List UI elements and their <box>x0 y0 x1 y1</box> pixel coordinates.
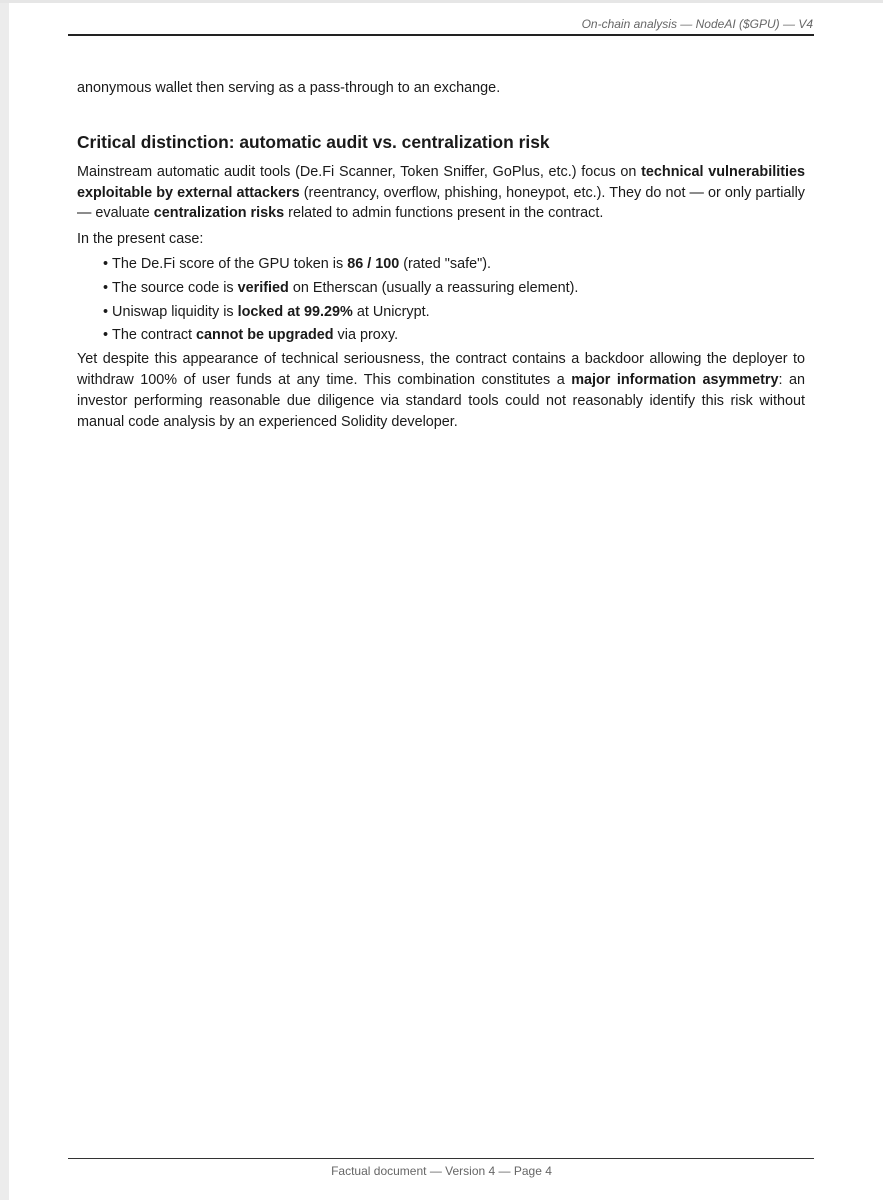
list-item: • The De.Fi score of the GPU token is 86 / 100 (rated "safe"). <box>103 255 492 272</box>
bullet-icon: • <box>103 327 109 344</box>
list-item: • The source code is verified on Etherscan (usually a reassuring element). <box>103 279 579 296</box>
section-heading: Critical distinction: automatic audit vs. centralization risk <box>77 131 550 152</box>
paragraph-audit-tools: Mainstream automatic audit tools (De.Fi Scanner, Token Sniffer, GoPlus, etc.) focus on technical vulnerabilities exploitable by external attackers (reentrancy, overflow, phishing, honeypot, etc.). They do not — or only partially — evaluate centralization risks related to admin functions present in the contract. <box>77 163 806 222</box>
page-content <box>77 78 805 432</box>
bullet-icon: • <box>103 279 109 296</box>
list-item: • Uniswap liquidity is locked at 99.29% at Unicrypt. <box>103 303 430 320</box>
list-item: • The contract cannot be upgraded via proxy. <box>103 327 399 344</box>
bullet-icon: • <box>103 255 109 272</box>
bullet-list <box>77 254 805 346</box>
header-rule <box>68 34 814 36</box>
page-left-edge <box>0 0 9 1200</box>
paragraph-present-case: In the present case: <box>77 231 204 248</box>
running-header: On-chain analysis — NodeAI ($GPU) — V4 <box>581 17 813 31</box>
paragraph-backdoor: Yet despite this appearance of technical seriousness, the contract contains a backdoor allowing the deployer to withdraw 100% of user funds at any time. This combination constitutes a major information asymmetry: an investor performing reasonable due diligence via standard tools could not reasonably identify this risk without manual code analysis by an experienced Solidity developer. <box>77 351 805 430</box>
footer-rule <box>68 1158 814 1159</box>
intro-line: anonymous wallet then serving as a pass-through to an exchange. <box>77 80 501 96</box>
page-top-edge <box>0 0 883 3</box>
bullet-icon: • <box>103 303 109 320</box>
running-footer: Factual document — Version 4 — Page 4 <box>331 1164 552 1178</box>
